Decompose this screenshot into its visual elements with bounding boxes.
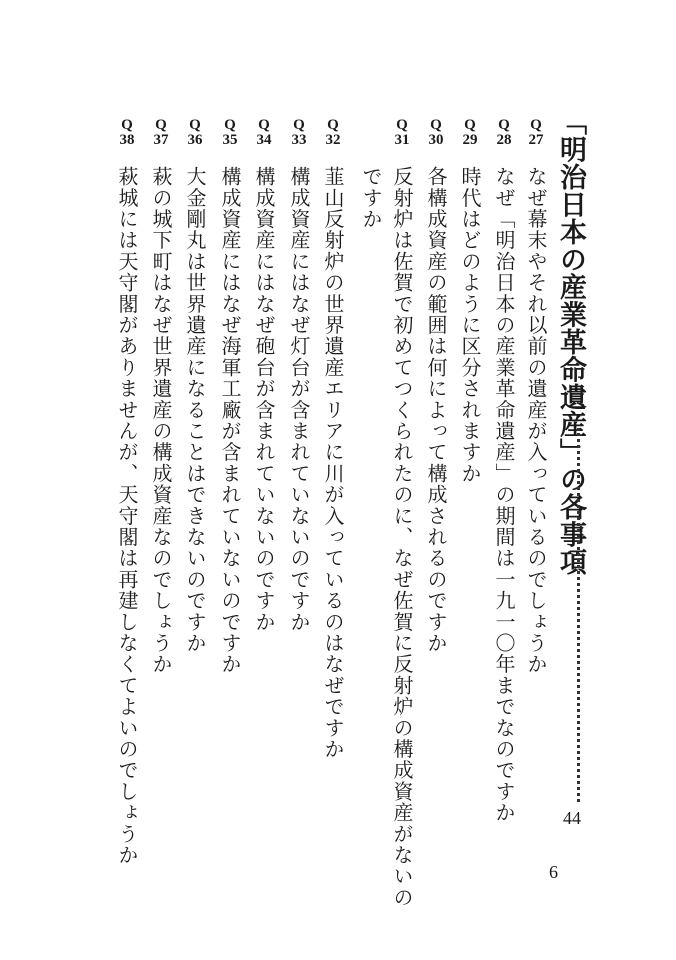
question-item-continuation [356,118,386,818]
question-text: なぜ幕末やそれ以前の遺産が入っているのでしょうか [524,166,548,675]
question-text: 韮山反射炉の世界遺産エリアに川が入っているのはなぜですか [321,166,345,760]
question-text: 構成資産にはなぜ灯台が含まれていないのですか [287,166,311,633]
question-item [421,118,451,818]
question-number: Q 37 [153,117,169,148]
question-text-continued: ですか [359,166,383,230]
question-item [489,117,519,824]
question-item [146,118,176,818]
question-text: 構成資産にはなぜ海軍工廠が含まれていないのですか [218,166,242,675]
question-number: Q 32 [325,117,341,148]
question-number: Q 33 [291,117,307,148]
question-text: 構成資産にはなぜ砲台が含まれていないのですか [252,166,276,633]
section-heading: 「明治日本の産業革命遺産」の各事項 [555,108,586,576]
question-text: 萩城には天守閣がありませんが、天守閣は再建しなくてよいのでしょうか [115,166,139,866]
question-number: Q 28 [496,117,512,148]
question-number: Q 31 [394,117,410,148]
question-text: 萩の城下町はなぜ世界遺産の構成資産なのでしょうか [149,166,173,675]
question-text: 大金剛丸は世界遺産になることはできないのですか [183,166,207,654]
question-number: Q 35 [222,117,238,148]
question-item [249,118,279,818]
question-item [387,117,417,908]
dot-leader [557,428,580,802]
question-number: Q 34 [256,117,272,148]
section-page-number: 44 [563,808,581,828]
question-item [112,117,142,866]
question-number: Q 29 [462,117,478,148]
question-number: Q 30 [428,117,444,148]
question-item [521,118,551,818]
question-number: Q 36 [187,117,203,148]
question-text: 反射炉は佐賀で初めてつくられたのに、なぜ佐賀に反射炉の構成資産がないの [390,166,414,908]
question-number: Q 38 [119,117,135,148]
question-text: 時代はどのように区分されますか [458,166,482,484]
question-item [284,118,314,818]
question-number: Q 27 [528,117,544,148]
question-item [215,118,245,818]
question-text: なぜ「明治日本の産業革命遺産」の期間は一九一〇年までなのですか [492,166,516,824]
question-item [455,118,485,818]
question-text: 各構成資産の範囲は何によって構成されるのですか [424,166,448,654]
question-item [318,118,348,818]
page-number: 6 [549,862,558,882]
question-item [180,118,210,818]
